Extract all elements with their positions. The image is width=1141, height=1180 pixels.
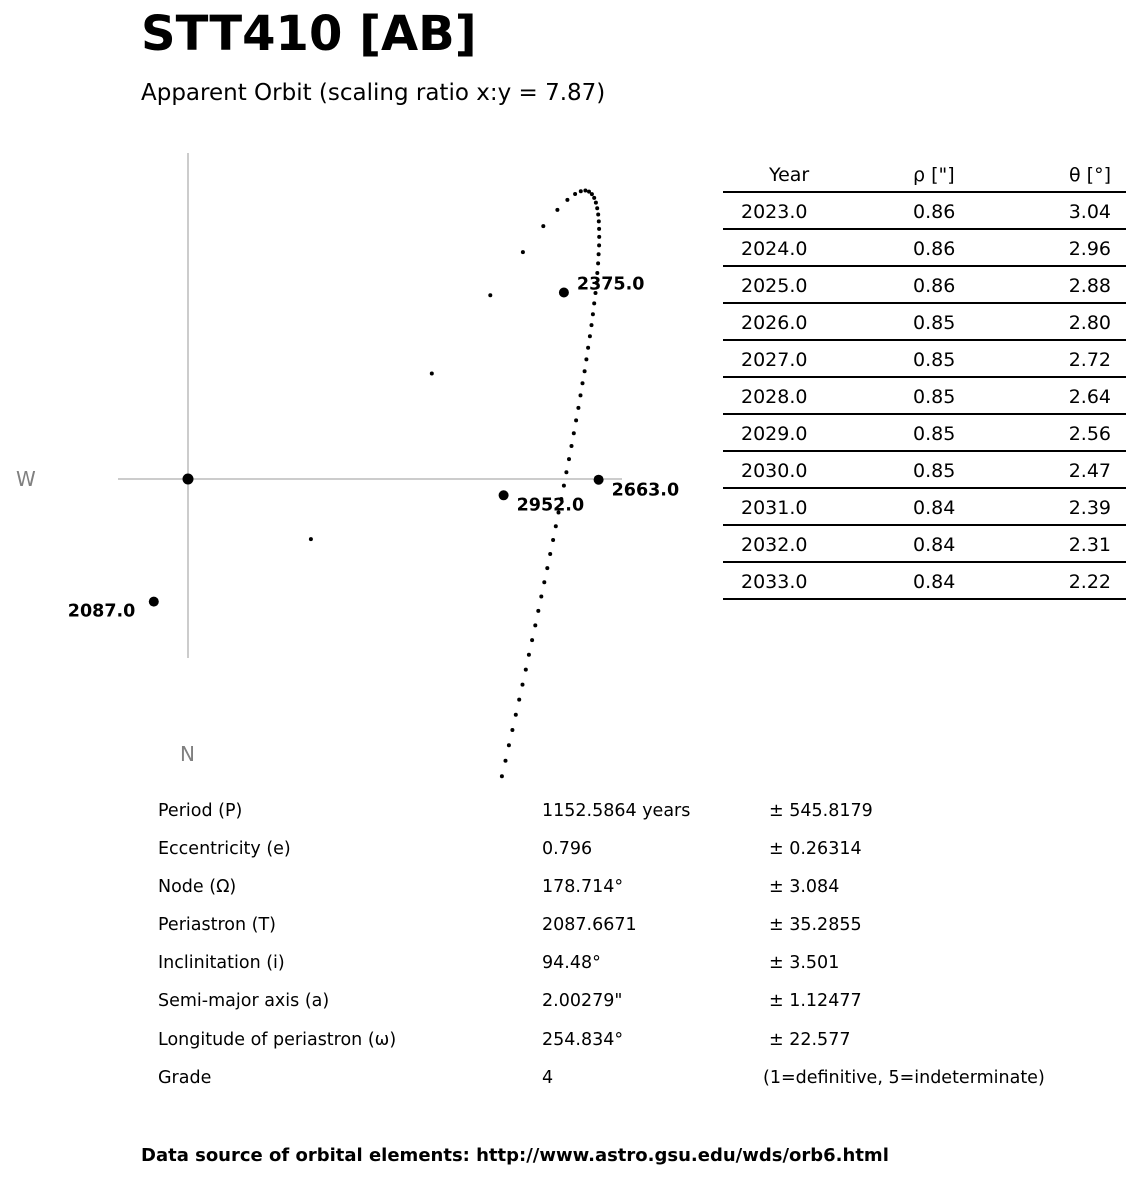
orbit-point xyxy=(521,683,525,687)
element-error: ± 545.8179 xyxy=(769,801,873,821)
rho-cell: 0.85 xyxy=(913,423,956,445)
epoch-label: 2087.0 xyxy=(67,601,136,622)
element-error: ± 3.501 xyxy=(769,953,840,974)
element-value: 1152.5864 years xyxy=(542,801,691,821)
theta-cell: 2.22 xyxy=(1068,571,1111,593)
element-value: 254.834° xyxy=(542,1029,624,1050)
element-error: (1=definitive, 5=indeterminate) xyxy=(763,1067,1045,1088)
header-year: Year xyxy=(769,164,810,186)
theta-cell: 2.39 xyxy=(1068,497,1111,519)
year-cell: 2027.0 xyxy=(741,349,808,371)
element-error: ± 22.577 xyxy=(769,1029,851,1050)
table-row xyxy=(723,563,1126,600)
epoch-label: 2663.0 xyxy=(611,480,680,501)
element-value: 4 xyxy=(542,1067,554,1088)
orbit-point xyxy=(597,219,601,223)
theta-cell: 2.56 xyxy=(1068,423,1111,445)
orbit-point xyxy=(587,190,591,194)
rho-cell: 0.84 xyxy=(913,534,956,556)
element-error: ± 35.2855 xyxy=(769,915,862,936)
orbit-point xyxy=(527,653,531,657)
orbit-point xyxy=(551,538,555,542)
epoch-marker xyxy=(594,475,604,485)
orbit-point xyxy=(572,431,576,435)
rho-cell: 0.84 xyxy=(913,497,956,519)
orbit-point xyxy=(596,213,600,217)
element-row xyxy=(158,907,1098,945)
orbit-point xyxy=(597,252,601,256)
orbit-point xyxy=(584,357,588,361)
theta-cell: 2.72 xyxy=(1068,349,1111,371)
orbit-point xyxy=(565,198,569,202)
element-error: ± 3.084 xyxy=(769,877,840,898)
element-row xyxy=(158,1060,1098,1098)
element-name: Node (Ω) xyxy=(158,877,237,898)
header-theta: θ [°] xyxy=(1069,164,1111,186)
orbit-point xyxy=(579,189,583,193)
orbit-point xyxy=(581,381,585,385)
theta-cell: 3.04 xyxy=(1068,201,1111,223)
rho-cell: 0.85 xyxy=(913,349,956,371)
orbit-point xyxy=(590,323,594,327)
orbit-point xyxy=(562,484,566,488)
ephemeris-header-row xyxy=(723,155,1126,193)
orbital-elements xyxy=(158,793,1098,1098)
orbit-point xyxy=(514,713,518,717)
orbit-point xyxy=(507,743,511,747)
table-row xyxy=(723,304,1126,341)
year-cell: 2030.0 xyxy=(741,460,808,482)
element-value: 178.714° xyxy=(542,877,624,898)
theta-cell: 2.80 xyxy=(1068,312,1111,334)
element-name: Eccentricity (e) xyxy=(158,839,291,860)
orbit-point xyxy=(597,243,601,247)
element-name: Inclinitation (i) xyxy=(158,953,285,974)
orbit-point xyxy=(591,312,595,316)
table-row xyxy=(723,489,1126,526)
table-row xyxy=(723,526,1126,563)
year-cell: 2028.0 xyxy=(741,386,808,408)
year-cell: 2025.0 xyxy=(741,275,808,297)
year-cell: 2024.0 xyxy=(741,238,808,260)
element-row xyxy=(158,869,1098,907)
rho-cell: 0.84 xyxy=(913,571,956,593)
table-row xyxy=(723,452,1126,489)
orbit-point xyxy=(504,759,508,763)
element-name: Grade xyxy=(158,1067,212,1088)
element-value: 2.00279" xyxy=(542,991,623,1012)
orbit-point xyxy=(533,623,537,627)
element-value: 0.796 xyxy=(542,839,593,860)
rho-cell: 0.85 xyxy=(913,460,956,482)
table-row xyxy=(723,230,1126,267)
year-cell: 2029.0 xyxy=(741,423,808,445)
orbit-point xyxy=(488,293,492,297)
orbit-point xyxy=(597,235,601,239)
rho-cell: 0.85 xyxy=(913,312,956,334)
table-row xyxy=(723,378,1126,415)
orbit-point xyxy=(588,334,592,338)
rho-cell: 0.85 xyxy=(913,386,956,408)
orbit-point xyxy=(530,638,534,642)
orbit-point xyxy=(555,208,559,212)
table-row xyxy=(723,341,1126,378)
orbit-point xyxy=(592,196,596,200)
element-value: 94.48° xyxy=(542,953,601,974)
element-row xyxy=(158,1022,1098,1060)
element-value: 2087.6671 xyxy=(542,915,637,936)
orbit-point xyxy=(545,566,549,570)
element-error: ± 1.12477 xyxy=(769,991,862,1012)
orbit-point xyxy=(309,537,313,541)
year-cell: 2026.0 xyxy=(741,312,808,334)
year-cell: 2023.0 xyxy=(741,201,808,223)
theta-cell: 2.31 xyxy=(1068,534,1111,556)
primary-star-marker xyxy=(183,474,194,485)
compass-west-label: W xyxy=(16,467,36,491)
element-name: Semi-major axis (a) xyxy=(158,991,330,1012)
rho-cell: 0.86 xyxy=(913,201,956,223)
element-name: Longitude of periastron (ω) xyxy=(158,1029,397,1050)
theta-cell: 2.47 xyxy=(1068,460,1111,482)
orbit-point xyxy=(576,406,580,410)
theta-cell: 2.96 xyxy=(1068,238,1111,260)
orbit-point xyxy=(554,524,558,528)
table-row xyxy=(723,267,1126,304)
epoch-label: 2952.0 xyxy=(516,495,585,516)
orbit-point xyxy=(539,595,543,599)
element-row xyxy=(158,983,1098,1021)
orbit-point xyxy=(548,552,552,556)
table-row xyxy=(723,415,1126,452)
rho-cell: 0.86 xyxy=(913,275,956,297)
orbit-point xyxy=(579,393,583,397)
chart-subtitle: Apparent Orbit (scaling ratio x:y = 7.87) xyxy=(141,80,606,106)
orbit-point xyxy=(573,192,577,196)
compass-north-label: N xyxy=(180,742,195,766)
orbit-point xyxy=(536,609,540,613)
orbit-point xyxy=(597,227,601,231)
orbit-plot xyxy=(0,0,700,780)
theta-cell: 2.88 xyxy=(1068,275,1111,297)
orbit-point xyxy=(583,189,587,193)
element-row xyxy=(158,793,1098,831)
data-source-note: Data source of orbital elements: http://www.astro.gsu.edu/wds/orb6.html xyxy=(141,1145,889,1166)
element-name: Periastron (T) xyxy=(158,915,276,936)
orbit-point xyxy=(567,457,571,461)
element-error: ± 0.26314 xyxy=(769,839,862,860)
orbit-point xyxy=(521,250,525,254)
table-row xyxy=(723,193,1126,230)
orbit-point xyxy=(541,224,545,228)
epoch-label: 2375.0 xyxy=(576,274,645,295)
element-name: Period (P) xyxy=(158,801,243,821)
epoch-marker xyxy=(149,597,159,607)
ephemeris-table xyxy=(723,155,1126,600)
orbit-point xyxy=(564,470,568,474)
orbit-point xyxy=(583,369,587,373)
theta-cell: 2.64 xyxy=(1068,386,1111,408)
orbit-point xyxy=(500,774,504,778)
year-cell: 2032.0 xyxy=(741,534,808,556)
element-row xyxy=(158,831,1098,869)
epoch-marker xyxy=(559,288,569,298)
header-rho: ρ ["] xyxy=(913,164,955,186)
orbit-point xyxy=(596,261,600,265)
year-cell: 2031.0 xyxy=(741,497,808,519)
rho-cell: 0.86 xyxy=(913,238,956,260)
orbit-point xyxy=(430,372,434,376)
orbit-point xyxy=(517,698,521,702)
orbit-point xyxy=(542,580,546,584)
year-cell: 2033.0 xyxy=(741,571,808,593)
orbit-point xyxy=(586,346,590,350)
orbit-point xyxy=(510,728,514,732)
orbit-point xyxy=(524,668,528,672)
chart-title: STT410 [AB] xyxy=(141,6,477,62)
orbit-point xyxy=(570,444,574,448)
orbit-point xyxy=(594,201,598,205)
orbit-point xyxy=(574,418,578,422)
orbit-point xyxy=(595,206,599,210)
orbit-point xyxy=(592,301,596,305)
epoch-marker xyxy=(499,490,509,500)
element-row xyxy=(158,945,1098,983)
